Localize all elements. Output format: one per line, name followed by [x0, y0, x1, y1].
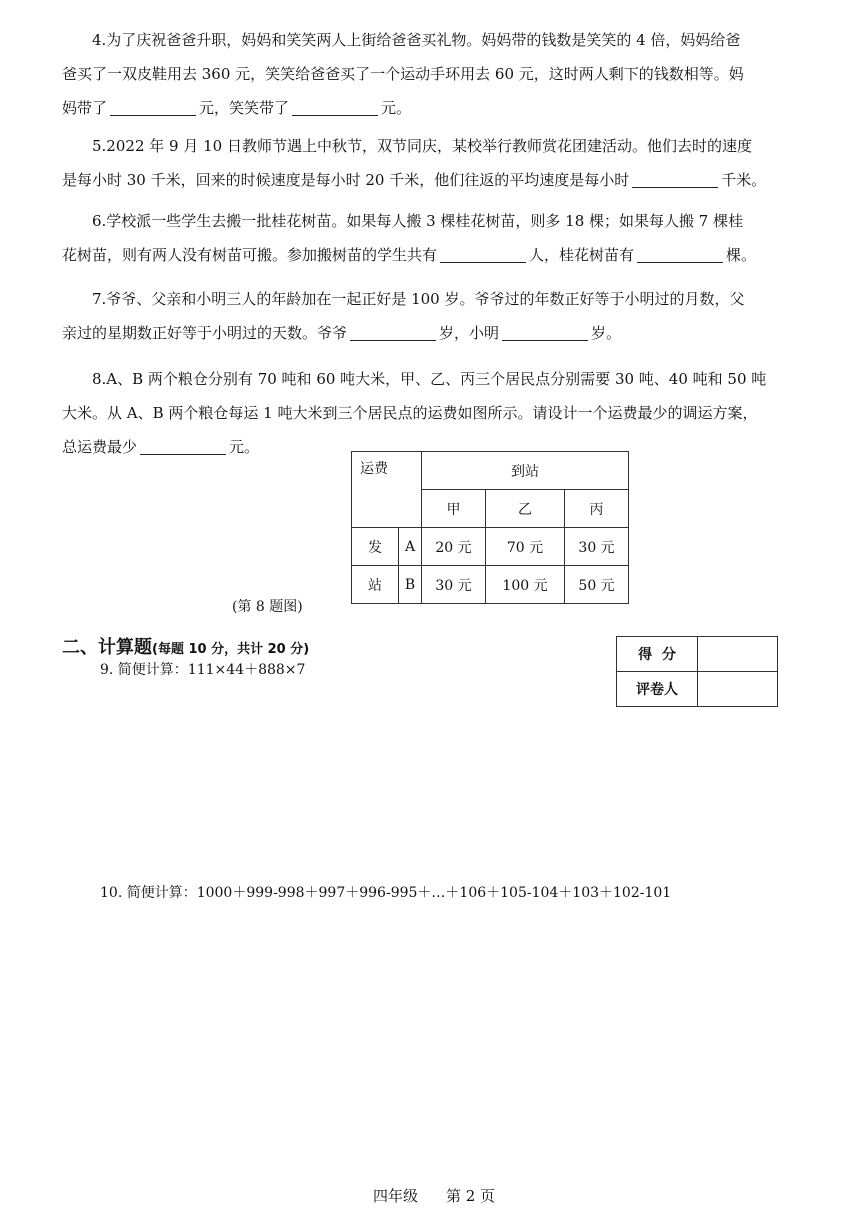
section-title: 二、计算题: [62, 637, 152, 658]
table-header-dest: 乙: [485, 490, 564, 528]
q4-line-1: 4.为了庆祝爸爸升职，妈妈和笑笑两人上街给爸爸买礼物。妈妈带的钱数是笑笑的 4 倍，妈妈给爸: [92, 31, 741, 49]
q6-text-c: 棵。: [726, 246, 757, 264]
q5-text-a: 是每小时 30 千米，回来的时候速度是每小时 20 千米，他们往返的平均速度是每小时: [62, 171, 630, 189]
footer-page-number: 第 2 页: [445, 1187, 496, 1205]
q7-text-c: 岁。: [591, 324, 622, 342]
q4-text-b: 元，笑笑带了: [199, 99, 290, 117]
q6-text-a: 花树苗，则有两人没有树苗可搬。参加搬树苗的学生共有: [62, 246, 438, 264]
q5-line-2: [62, 163, 822, 197]
table-corner-label: 运费: [352, 452, 422, 528]
q4-line-3: [62, 91, 822, 125]
q7-line-2: [62, 316, 822, 350]
section-heading: [62, 633, 309, 659]
question-8: [62, 362, 822, 464]
q5-text-b: 千米。: [721, 171, 767, 189]
table-row: [352, 566, 629, 604]
answer-blank-xiaoming-age[interactable]: [502, 324, 588, 341]
figure-caption: (第 8 题图): [232, 599, 303, 615]
grader-label: 评卷人: [617, 672, 698, 707]
q7-text-a: 亲过的星期数正好等于小明过的天数。爷爷: [62, 324, 348, 342]
table-source: B: [399, 566, 422, 604]
table-header-to-station: 到站: [422, 452, 629, 490]
answer-blank-xiaoxiao-money[interactable]: [292, 99, 378, 116]
q4-text-c: 元。: [381, 99, 412, 117]
question-4: [62, 23, 822, 125]
table-cell: 30 元: [422, 566, 486, 604]
q6-text-b: 人，桂花树苗有: [529, 246, 635, 264]
answer-blank-average-speed[interactable]: [632, 171, 718, 188]
q8-text-b: 元。: [229, 438, 260, 456]
q6-line-1: 6.学校派一些学生去搬一批桂花树苗。如果每人搬 3 棵桂花树苗，则多 18 棵；如果每人搬 7 棵桂: [92, 212, 744, 230]
table-header-dest: 丙: [565, 490, 629, 528]
q5-line-1: 5.2022 年 9 月 10 日教师节遇上中秋节，双节同庆，某校举行教师赏花团建活动。他们去时的速度: [92, 137, 752, 155]
table-row: [352, 528, 629, 566]
table-cell: 100 元: [485, 566, 564, 604]
q4-text-a: 妈带了: [62, 99, 108, 117]
grader-field[interactable]: [698, 672, 778, 707]
question-7: [62, 282, 822, 350]
q7-text-b: 岁，小明: [439, 324, 500, 342]
table-from-label-1: 发: [352, 528, 399, 566]
table-cell: 20 元: [422, 528, 486, 566]
q7-line-1: 7.爷爷、父亲和小明三人的年龄加在一起正好是 100 岁。爷爷过的年数正好等于小明过的月数，父: [92, 290, 745, 308]
table-cell: 70 元: [485, 528, 564, 566]
table-row: [352, 452, 629, 490]
question-5: [62, 129, 822, 197]
table-source: A: [399, 528, 422, 566]
page-footer: [0, 1185, 868, 1206]
question-10: 10. 简便计算：1000＋999-998＋997＋996-995＋…＋106＋105-104＋103＋102-101: [100, 885, 672, 901]
q8-text-a: 总运费最少: [62, 438, 138, 456]
table-header-dest: 甲: [422, 490, 486, 528]
table-cell: 30 元: [565, 528, 629, 566]
table-from-label-2: 站: [352, 566, 399, 604]
q8-line-2: 大米。从 A、B 两个粮仓每运 1 吨大米到三个居民点的运费如图所示。请设计一个运费最少的调运方案，: [62, 404, 758, 422]
answer-blank-grandpa-age[interactable]: [350, 324, 436, 341]
q6-line-2: [62, 238, 822, 272]
score-field[interactable]: [698, 637, 778, 672]
question-6: [62, 204, 822, 272]
answer-blank-mom-money[interactable]: [110, 99, 196, 116]
footer-grade: 四年级: [372, 1187, 418, 1205]
answer-blank-students[interactable]: [440, 246, 526, 263]
section-note: (每题 10 分，共计 20 分): [152, 642, 310, 657]
freight-cost-table: [351, 451, 629, 604]
score-box: [616, 636, 778, 707]
q8-line-1: 8.A、B 两个粮仓分别有 70 吨和 60 吨大米，甲、乙、丙三个居民点分别需要 30 吨、40 吨和 50 吨: [92, 370, 767, 388]
table-cell: 50 元: [565, 566, 629, 604]
table-row: [617, 672, 778, 707]
score-label: 得 分: [617, 637, 698, 672]
table-row: [617, 637, 778, 672]
answer-blank-min-freight[interactable]: [140, 438, 226, 455]
q4-line-2: 爸买了一双皮鞋用去 360 元，笑笑给爸爸买了一个运动手环用去 60 元，这时两人剩下的钱数相等。妈: [62, 65, 744, 83]
question-9: 9. 简便计算：111×44＋888×7: [100, 662, 306, 678]
answer-blank-saplings[interactable]: [637, 246, 723, 263]
